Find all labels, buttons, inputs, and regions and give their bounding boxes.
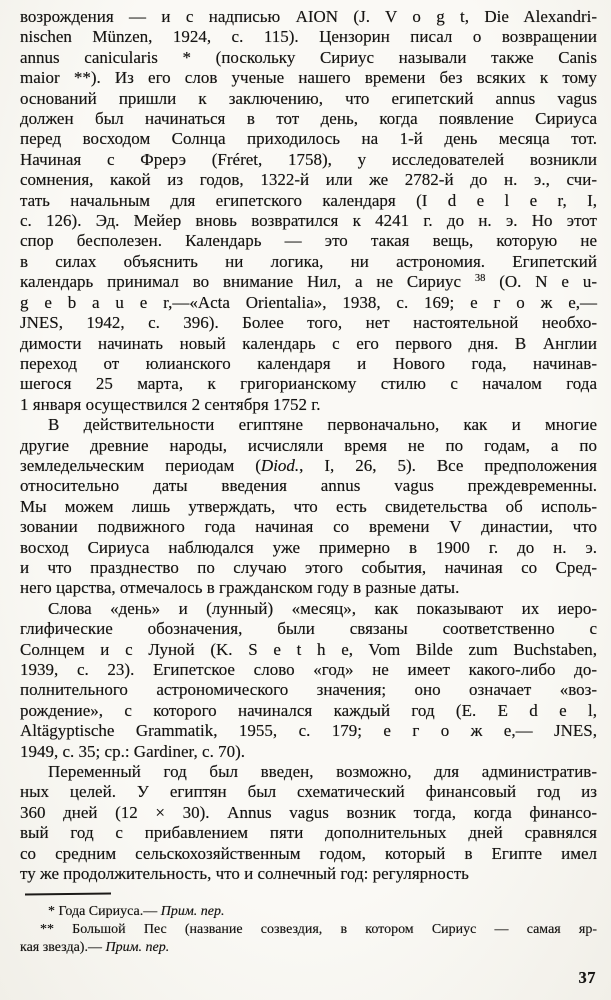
text-segment: димости начинать новый календарь с его первого дня. В Англии bbox=[20, 333, 597, 353]
text-line bbox=[20, 293, 597, 313]
text-line bbox=[20, 619, 597, 639]
text-line bbox=[20, 211, 597, 231]
text-segment: Переменный год был введен, возможно, для административ- bbox=[48, 762, 597, 782]
text-segment: земледельческим периодам ( bbox=[20, 455, 261, 475]
text-line bbox=[20, 660, 597, 680]
text-line bbox=[20, 599, 597, 619]
text-segment: возрождения — и с надписью AION (J. V o g t, Die Alexandri- bbox=[20, 7, 597, 26]
text-line bbox=[20, 578, 597, 598]
text-line bbox=[20, 109, 597, 129]
text-line bbox=[20, 231, 597, 251]
text-line bbox=[20, 374, 597, 394]
text-line bbox=[20, 782, 597, 802]
text-line bbox=[20, 48, 597, 68]
text-line bbox=[20, 68, 597, 88]
text-line bbox=[20, 150, 597, 170]
text-segment: сомнения, какой из годов, 1322-й или же 2782-й до н. э., счи- bbox=[20, 170, 597, 190]
text-segment: полнительного астрономического значения; оно означает «воз- bbox=[20, 680, 597, 700]
text-line bbox=[20, 844, 597, 864]
text-line bbox=[20, 354, 597, 374]
text-segment: глифические обозначения, были связаны соответственно с bbox=[20, 619, 597, 639]
text-line bbox=[20, 742, 597, 762]
text-segment: (O. N e u- bbox=[485, 272, 597, 292]
text-segment: , I, 26, 5). Все предположения bbox=[299, 455, 597, 475]
text-segment: и что празднество по случаю этого события, начиная со Сред- bbox=[20, 557, 597, 577]
paragraph bbox=[20, 599, 597, 762]
text-line bbox=[20, 456, 597, 476]
footnote-reference: 38 bbox=[474, 273, 486, 285]
text-line bbox=[20, 558, 597, 578]
text-segment: календарь принимал во внимание Нил, а не Сириус bbox=[20, 272, 475, 292]
text-line bbox=[20, 921, 597, 939]
text-line bbox=[20, 538, 597, 558]
text-segment: тать начальным для египетского календаря (I d e l e r, I, bbox=[20, 190, 597, 210]
footnote-separator bbox=[25, 893, 111, 896]
page-number: 37 bbox=[578, 968, 596, 987]
text-line bbox=[20, 334, 597, 354]
text-segment: оснований пришли к заключению, что египетский annus vagus bbox=[20, 88, 597, 108]
main-text-block bbox=[20, 7, 597, 884]
text-segment: рождение», с которого начинался каждый год (E. E d e l, bbox=[20, 700, 597, 720]
text-segment: Diod. bbox=[260, 455, 300, 475]
text-segment: annus canicularis * (поскольку Сириус называли также Canis bbox=[20, 47, 597, 67]
text-segment: ных целей. У египтян был схематический финансовый год из bbox=[20, 782, 597, 802]
text-segment: maior **). Из его слов ученые нашего времени без всяких к тому bbox=[20, 68, 597, 88]
text-line bbox=[20, 415, 597, 435]
text-line bbox=[20, 640, 597, 660]
text-segment: nischen Münzen, 1924, с. 115). Цензорин писал о возвращении bbox=[20, 27, 597, 47]
text-segment: перед восходом Солнца приходилось на 1-й день месяца тот. bbox=[20, 129, 597, 149]
text-segment: JNES, 1942, с. 396). Более того, нет настоятельной необхо- bbox=[20, 313, 597, 333]
text-line bbox=[20, 823, 597, 843]
text-segment: кая звезда).— bbox=[20, 940, 106, 956]
text-segment: В действительности египтяне первоначально, как и многие bbox=[48, 415, 597, 435]
text-segment: 1949, с. 35; ср.: Gardiner, с. 70). bbox=[20, 741, 245, 761]
text-segment: должен был начинаться в тот день, когда появление Сириуса bbox=[20, 109, 597, 129]
text-segment: Солнцем и с Луной (K. S e t h e, Vom Bilde zum Buchstaben, bbox=[20, 639, 597, 659]
text-line bbox=[20, 395, 597, 415]
text-segment: Начиная с Фрерэ (Fréret, 1758), у исследователей возникли bbox=[20, 149, 597, 169]
text-segment: Altägyptische Grammatik, 1955, с. 179; е г о ж е,— JNES, bbox=[20, 721, 597, 741]
text-line bbox=[20, 680, 597, 700]
text-line bbox=[20, 803, 597, 823]
text-segment: со средним сельскохозяйственным годом, который в Египте имел bbox=[20, 843, 597, 863]
text-line bbox=[20, 762, 597, 782]
text-segment: 1 января осуществился 2 сентября 1752 г. bbox=[20, 394, 321, 414]
paragraph bbox=[20, 921, 597, 957]
text-segment: ** Большой Пес (название созвездия, в котором Сириус — самая яр- bbox=[40, 922, 597, 938]
text-segment: Мы можем лишь утверждать, что есть свидетельства об исполь- bbox=[20, 496, 597, 516]
text-line bbox=[20, 476, 597, 496]
paragraph bbox=[20, 903, 597, 921]
paragraph bbox=[20, 415, 597, 599]
text-line bbox=[20, 701, 597, 721]
text-line bbox=[20, 721, 597, 741]
paragraph bbox=[20, 762, 597, 884]
text-line bbox=[20, 903, 597, 921]
text-segment: 360 дней (12 × 30). Annus vagus возник тогда, когда финансо- bbox=[20, 802, 597, 822]
text-segment: * Года Сириуса.— bbox=[48, 904, 161, 919]
text-line bbox=[20, 170, 597, 190]
text-line bbox=[20, 864, 597, 884]
text-segment: Прим. пер. bbox=[105, 940, 170, 956]
text-segment: с. 126). Эд. Мейер вновь возвратился к 4241 г. до н. э. Но этот bbox=[20, 211, 597, 231]
paragraph bbox=[20, 7, 597, 415]
text-segment: зовании подвижного года начиная со времени V династии, что bbox=[20, 517, 597, 537]
text-line bbox=[20, 7, 597, 27]
text-segment: 1939, с. 23). Египетское слово «год» не имеет какого-либо до- bbox=[20, 660, 597, 679]
text-line bbox=[20, 436, 597, 456]
text-segment: относительно даты введения annus vagus преждевременны. bbox=[20, 476, 597, 496]
text-segment: ту же продолжительность, что и солнечный год: регулярность bbox=[20, 864, 469, 884]
text-segment: g e b a u e r,—«Acta Orientalia», 1938, с. 169; е г о ж е,— bbox=[20, 292, 597, 312]
text-segment: переход от юлианского календаря и Нового года, начинав- bbox=[20, 353, 597, 373]
text-segment: шегося 25 марта, к григорианскому стилю с началом года bbox=[20, 374, 597, 394]
text-segment: вый год с прибавлением пяти дополнительных дней сравнялся bbox=[20, 823, 597, 843]
text-line bbox=[20, 939, 597, 957]
text-segment: в силах объяснить ни логика, ни астрономия. Египетский bbox=[20, 251, 597, 271]
text-line bbox=[20, 313, 597, 333]
text-segment: Прим. пер. bbox=[160, 904, 225, 919]
text-segment: Слова «день» и (лунный) «месяц», как показывают их иеро- bbox=[48, 598, 597, 618]
footnotes-block bbox=[20, 903, 597, 958]
text-segment: восход Сириуса наблюдался уже примерно в 1900 г. до н. э. bbox=[20, 537, 597, 557]
text-line bbox=[20, 191, 597, 211]
text-line bbox=[20, 252, 597, 272]
text-line bbox=[20, 129, 597, 149]
text-segment: другие древние народы, исчисляли время не по годам, а по bbox=[20, 435, 597, 455]
text-line bbox=[20, 89, 597, 109]
text-line bbox=[20, 27, 597, 47]
text-segment: спор бесполезен. Календарь — это такая вещь, которую не bbox=[20, 231, 597, 251]
text-segment: него царства, отмечалось в гражданском году в разные даты. bbox=[20, 578, 460, 598]
text-line bbox=[20, 517, 597, 537]
text-line bbox=[20, 272, 597, 292]
text-line bbox=[20, 497, 597, 517]
